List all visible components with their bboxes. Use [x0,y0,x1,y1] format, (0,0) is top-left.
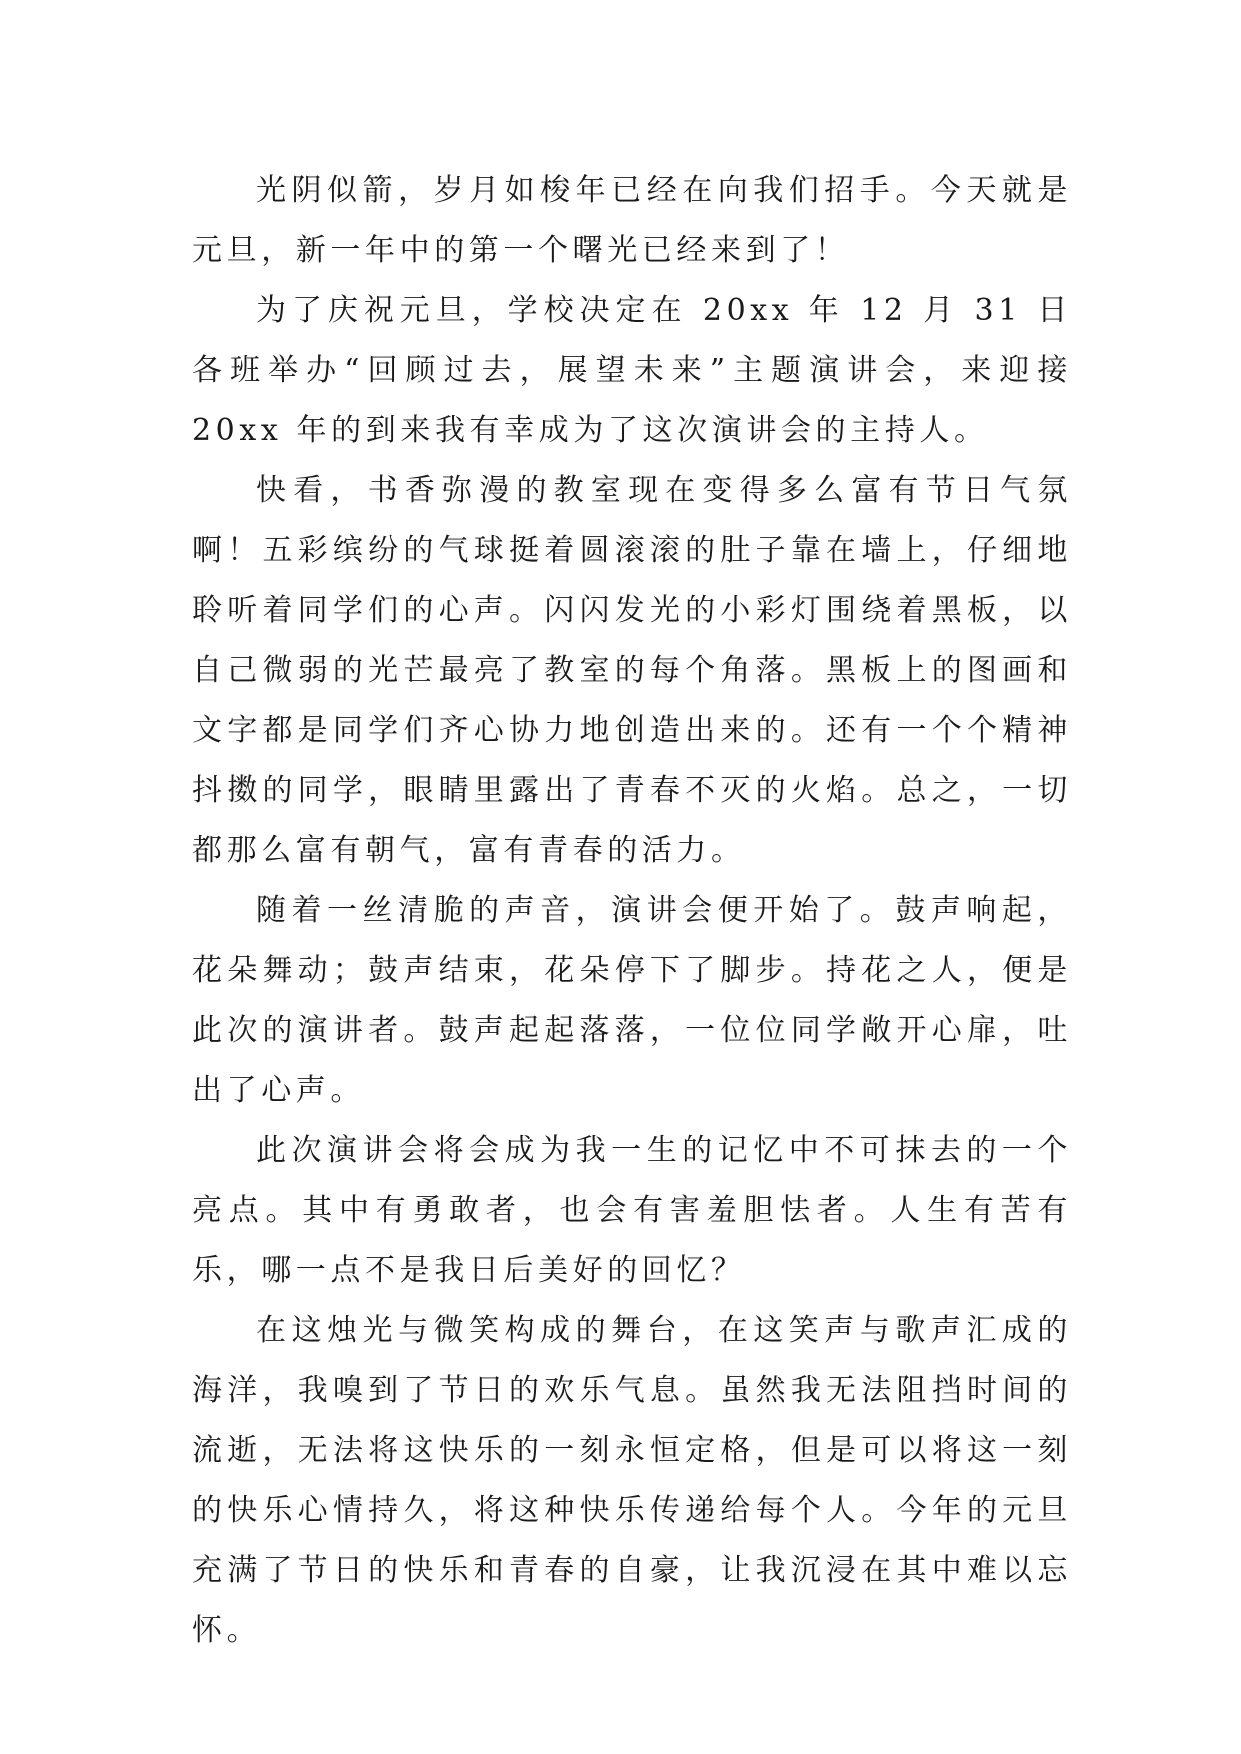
paragraph-5: 此次演讲会将会成为我一生的记忆中不可抹去的一个亮点。其中有勇敢者，也会有害羞胆怯者。人生有苦有乐，哪一点不是我日后美好的回忆？ [192,1133,1072,1288]
paragraph-6: 在这烛光与微笑构成的舞台，在这笑声与歌声汇成的海洋，我嗅到了节日的欢乐气息。虽然我无法阻挡时间的流逝，无法将这快乐的一刻永恒定格，但是可以将这一刻的快乐心情持久，将这种快乐传递给每个人。今年的元旦充满了节日的快乐和青春的自豪，让我沉浸在其中难以忘怀。 [192,1313,1072,1648]
document-body [192,161,1072,1661]
paragraph-1: 光阴似箭，岁月如梭年已经在向我们招手。今天就是元旦，新一年中的第一个曙光已经来到了！ [192,173,1072,268]
paragraph-3: 快看，书香弥漫的教室现在变得多么富有节日气氛啊！五彩缤纷的气球挺着圆滚滚的肚子靠在墙上，仔细地聆听着同学们的心声。闪闪发光的小彩灯围绕着黑板，以自己微弱的光芒最亮了教室的每个角落。黑板上的图画和文字都是同学们齐心协力地创造出来的。还有一个个精神抖擞的同学，眼睛里露出了青春不灭的火焰。总之，一切都那么富有朝气，富有青春的活力。 [192,473,1072,868]
paragraph-4: 随着一丝清脆的声音，演讲会便开始了。鼓声响起，花朵舞动；鼓声结束，花朵停下了脚步。持花之人，便是此次的演讲者。鼓声起起落落，一位位同学敞开心扉，吐出了心声。 [192,893,1072,1108]
paragraph-2: 为了庆祝元旦，学校决定在 20xx 年 12 月 31 日各班举办“回顾过去，展望未来”主题演讲会，来迎接 20xx 年的到来我有幸成为了这次演讲会的主持人。 [192,293,1072,448]
